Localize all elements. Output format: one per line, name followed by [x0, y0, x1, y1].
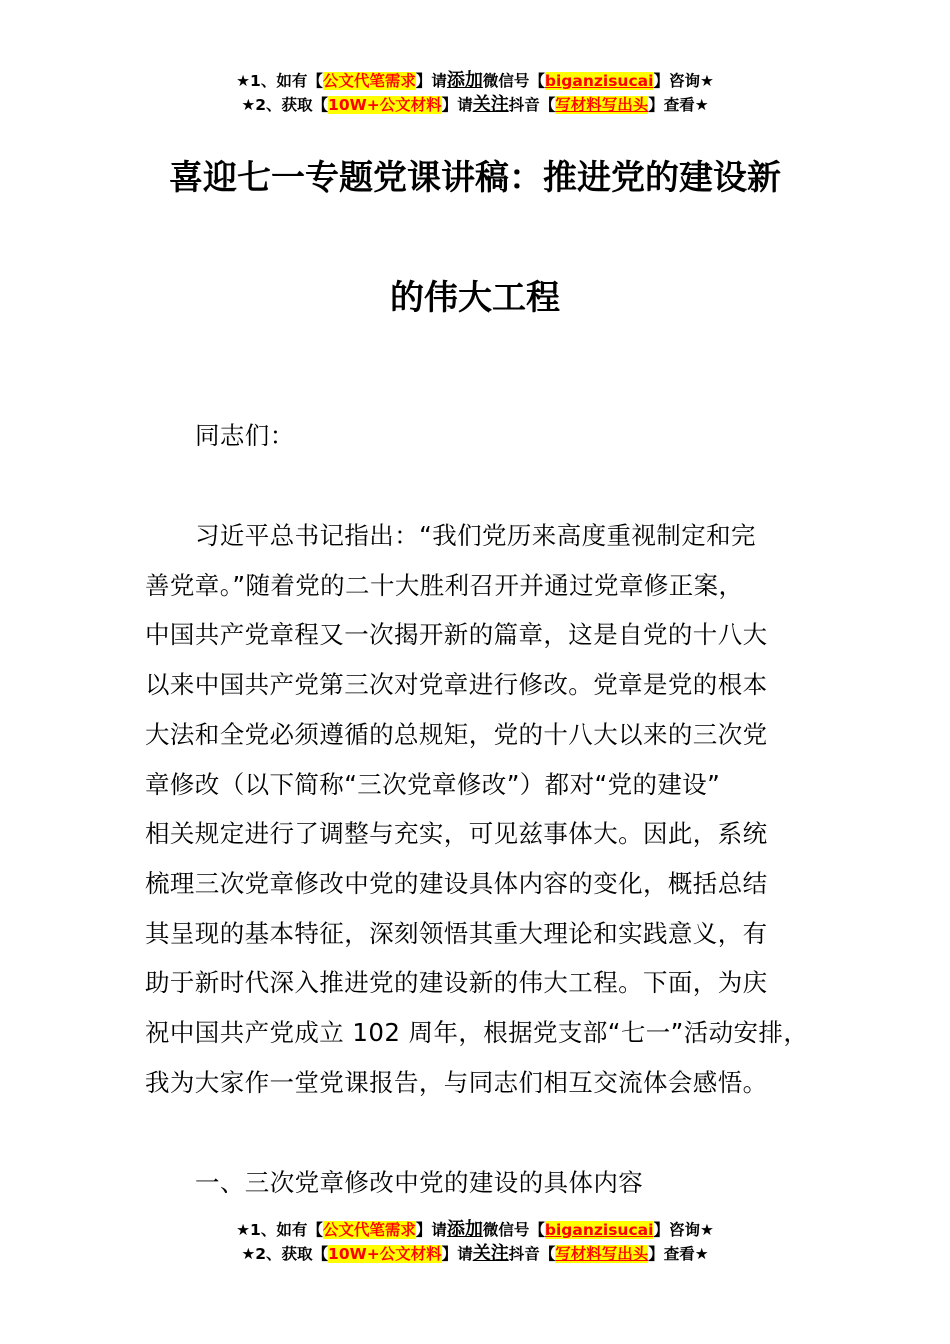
promo-emphasis: 关注 [472, 94, 509, 115]
promo-text: ★1、如有【 [236, 1221, 323, 1239]
promo-text: ★1、如有【 [236, 72, 323, 90]
promo-line-2 [0, 93, 950, 117]
paragraph-line: 相关规定进行了调整与充实，可见兹事体大。因此，系统 [145, 819, 768, 849]
section-heading: 一、三次党章修改中党的建设的具体内容 [195, 1168, 644, 1197]
paragraph-line: 其呈现的基本特征，深刻领悟其重大理论和实践意义，有 [145, 918, 768, 948]
promo-wechat-id: biganzisucai [544, 1221, 654, 1239]
paragraph-line: 以来中国共产党第三次对党章进行修改。党章是党的根本 [145, 670, 768, 700]
paragraph-line: 大法和全党必须遵循的总规矩，党的十八大以来的三次党 [145, 719, 768, 749]
promo-highlight: 10W+公文材料 [328, 96, 442, 114]
paragraph-line: 我为大家作一堂党课报告，与同志们相互交流体会感悟。 [145, 1067, 768, 1097]
promo-text: 微信号【 [482, 1221, 545, 1239]
promo-text: ★2、获取【 [241, 96, 329, 114]
promo-emphasis: 添加 [446, 1219, 483, 1240]
paragraph-line: 助于新时代深入推进党的建设新的伟大工程。下面，为庆 [145, 968, 768, 998]
greeting: 同志们： [195, 421, 295, 450]
paragraph-line: 章修改（以下简称“三次党章修改”）都对“党的建设” [145, 769, 721, 799]
document-title-line-2: 的伟大工程 [390, 278, 560, 318]
promo-text: 】请 [441, 96, 473, 114]
promo-text: 】请 [441, 1245, 473, 1263]
paragraph-line: 中国共产党章程又一次揭开新的篇章，这是自党的十八大 [145, 620, 768, 650]
promo-text: 】请 [415, 72, 447, 90]
promo-highlight: 公文代笔需求 [322, 1221, 416, 1239]
promo-text: 微信号【 [482, 72, 545, 90]
promo-douyin-id: 写材料写出头 [555, 1245, 649, 1263]
promo-footer [0, 1218, 950, 1266]
promo-header [0, 69, 950, 117]
promo-line-1 [0, 69, 950, 93]
promo-highlight: 公文代笔需求 [322, 72, 416, 90]
promo-emphasis: 添加 [446, 70, 483, 91]
promo-text: 】咨询★ [653, 1221, 714, 1239]
promo-highlight: 10W+公文材料 [328, 1245, 442, 1263]
promo-text: 抖音【 [508, 1245, 556, 1263]
paragraph-line: 梳理三次党章修改中党的建设具体内容的变化，概括总结 [145, 868, 768, 898]
promo-text: 】请 [415, 1221, 447, 1239]
promo-douyin-id: 写材料写出头 [555, 96, 649, 114]
paragraph-line: 善党章。”随着党的二十大胜利召开并通过党章修正案， [145, 570, 744, 600]
promo-wechat-id: biganzisucai [544, 72, 654, 90]
paragraph-line: 祝中国共产党成立 102 周年，根据党支部“七一”活动安排， [145, 1018, 809, 1047]
promo-emphasis: 关注 [472, 1243, 509, 1264]
document-title: 喜迎七一专题党课讲稿：推进党的建设新 [169, 158, 781, 198]
promo-text: ★2、获取【 [241, 1245, 329, 1263]
promo-line-2 [0, 1242, 950, 1266]
promo-text: 抖音【 [508, 96, 556, 114]
promo-line-1 [0, 1218, 950, 1242]
paragraph-line: 习近平总书记指出：“我们党历来高度重视制定和完 [195, 521, 756, 550]
promo-text: 】咨询★ [653, 72, 714, 90]
promo-text: 】查看★ [648, 96, 709, 114]
promo-text: 】查看★ [648, 1245, 709, 1263]
